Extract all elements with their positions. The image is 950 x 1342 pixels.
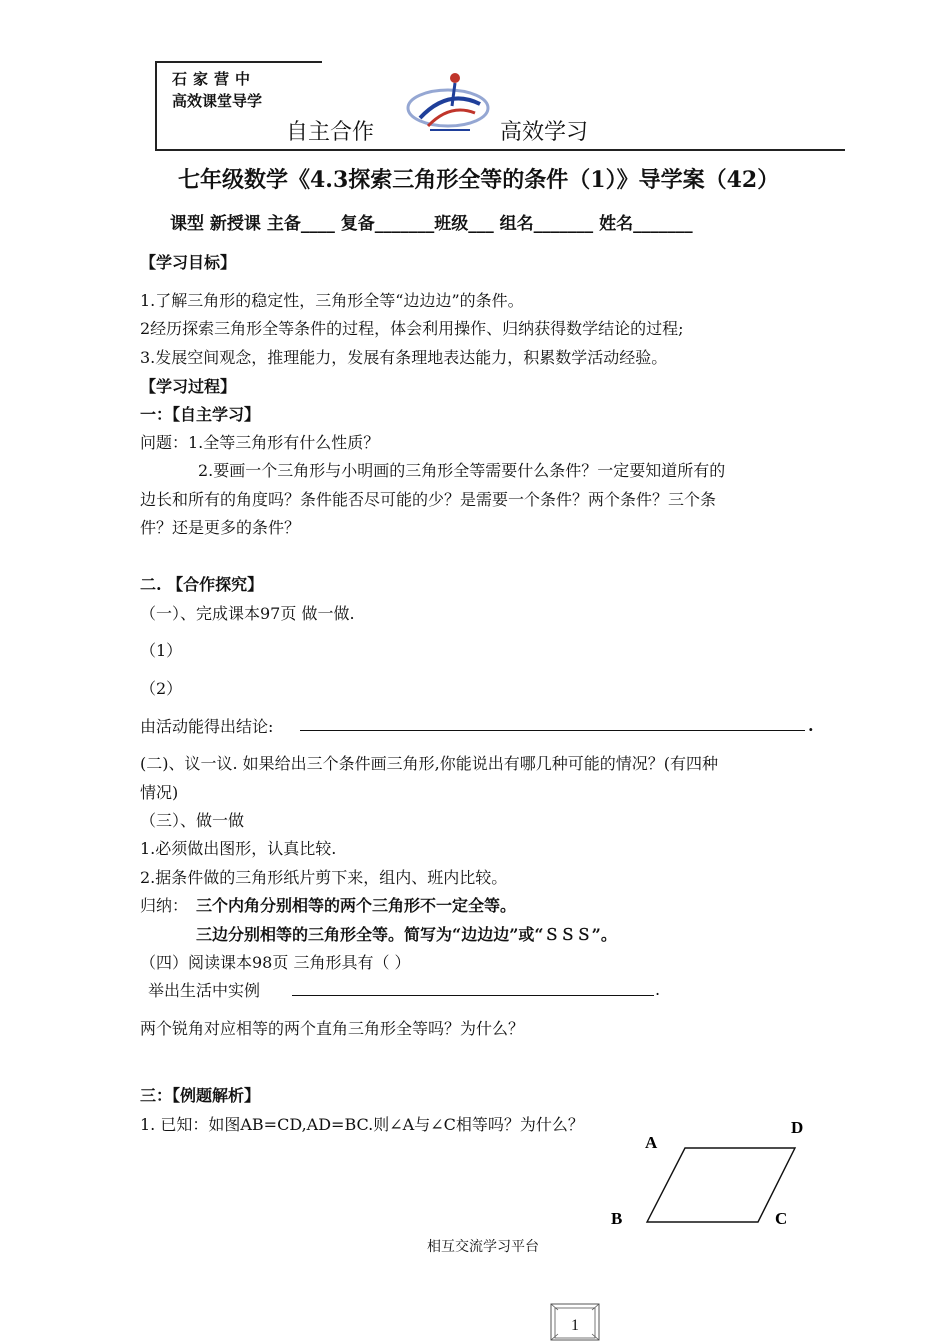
slogan-left: 自主合作 <box>286 120 375 145</box>
summary-line-1: 三个内角分别相等的两个三角形不一定全等。 <box>196 896 517 915</box>
meta-line: 课型 新授课 主备____ 复备_______班级___ 组名_______ 姓名_______ <box>170 214 693 234</box>
school-name: 石家营中 <box>172 70 257 88</box>
process-heading: 【学习过程】 <box>140 377 237 396</box>
parallelogram-shape <box>647 1148 795 1222</box>
life-example-period: . <box>655 980 661 999</box>
page-number-badge <box>548 1300 602 1342</box>
question-2-line-1: 2.要画一个三角形与小明画的三角形全等需要什么条件？一定要知道所有的 <box>198 461 726 480</box>
goal-item-1: 1.了解三角形的稳定性，三角形全等“边边边”的条件。 <box>140 291 524 310</box>
sub-section-2-line-2: 情况) <box>140 783 179 802</box>
document-title: 七年级数学《4.3探索三角形全等的条件（1）》导学案（42） <box>178 167 780 193</box>
header-rule <box>155 149 845 151</box>
summary-label: 归纳： <box>140 896 189 915</box>
item-2: （2） <box>140 679 183 698</box>
goal-item-2: 2经历探索三角形全等条件的过程，体会利用操作、归纳获得数学结论的过程; <box>140 319 684 338</box>
question-2-line-3: 件？还是更多的条件？ <box>140 518 301 537</box>
vertex-label-b: B <box>611 1209 623 1228</box>
example-1: 1. 已知：如图AB=CD,AD=BC.则∠A与∠C相等吗？为什么？ <box>140 1115 584 1134</box>
do-item-2: 2.据条件做的三角形纸片剪下来，组内、班内比较。 <box>140 868 508 887</box>
parallelogram-figure <box>600 1110 820 1230</box>
right-triangle-question: 两个锐角对应相等的两个直角三角形全等吗？为什么？ <box>140 1019 525 1038</box>
school-subtitle: 高效课堂导学 <box>172 92 263 110</box>
conclusion-label: 由活动能得出结论: <box>140 717 274 736</box>
sub-section-4: （四）阅读课本98页 三角形具有（ ） <box>140 953 411 972</box>
sub-section-2-line-1: (二)、议一议. 如果给出三个条件画三角形,你能说出有哪几种可能的情况？(有四种 <box>140 754 718 773</box>
conclusion-period: . <box>808 716 814 735</box>
conclusion-blank[interactable] <box>300 730 805 731</box>
question-2-line-2: 边长和所有的角度吗？条件能否尽可能的少？是需要一个条件？两个条件？三个条 <box>140 490 717 509</box>
vertex-label-a: A <box>645 1133 658 1152</box>
section-examples: 三：【例题解析】 <box>140 1086 261 1105</box>
life-example-label: 举出生活中实例 <box>148 981 261 1000</box>
section-cooperation: 二. 【合作探究】 <box>140 575 264 594</box>
do-item-1: 1.必须做出图形，认真比较. <box>140 839 337 858</box>
life-example-blank[interactable] <box>292 995 654 996</box>
goal-item-3: 3.发展空间观念，推理能力，发展有条理地表达能力，积累数学活动经验。 <box>140 348 668 367</box>
vertex-label-c: C <box>775 1209 788 1228</box>
goals-heading: 【学习目标】 <box>140 253 237 272</box>
sub-section-1: （一）、完成课本97页 做一做. <box>140 604 355 623</box>
vertex-label-d: D <box>791 1118 804 1137</box>
school-logo <box>400 68 495 138</box>
item-1: （1） <box>140 641 183 660</box>
summary-line-2: 三边分别相等的三角形全等。简写为“边边边”或“ＳＳＳ”。 <box>196 925 617 944</box>
slogan-right: 高效学习 <box>500 120 589 145</box>
footer-text: 相互交流学习平台 <box>427 1239 539 1255</box>
sub-section-3: （三）、做一做 <box>140 811 245 830</box>
section-self-study: 一：【自主学习】 <box>140 405 261 424</box>
page-number: 1 <box>571 1317 579 1334</box>
question-1: 问题：1.全等三角形有什么性质？ <box>140 433 380 452</box>
